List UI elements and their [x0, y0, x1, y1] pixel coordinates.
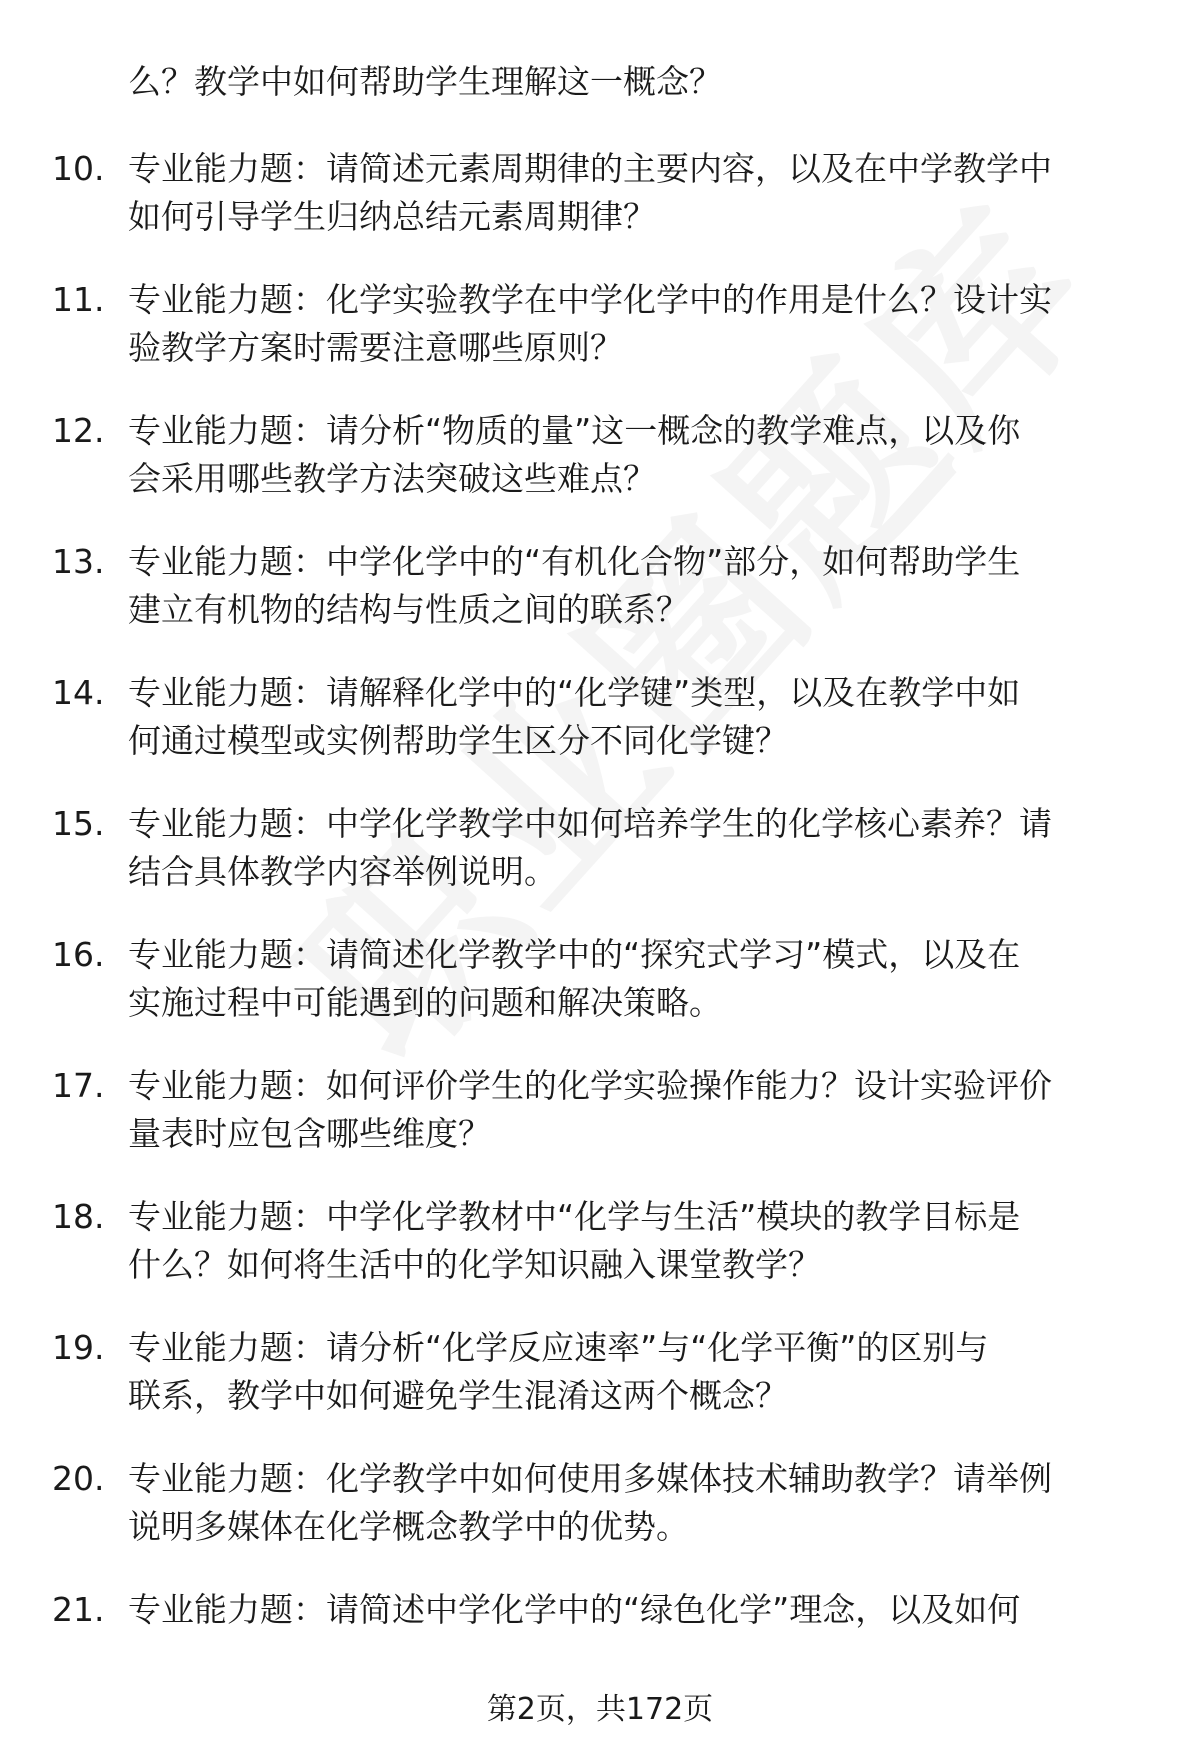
question-item [0, 1324, 1200, 1455]
question-line: 专业能力题：中学化学中的“有机化合物”部分，如何帮助学生 [128, 542, 1021, 581]
question-text [128, 1324, 1143, 1420]
question-number: 16. [52, 935, 105, 974]
question-number: 19. [52, 1328, 105, 1367]
question-line: 验教学方案时需要注意哪些原则？ [128, 328, 623, 367]
question-item [0, 538, 1200, 669]
question-item [0, 145, 1200, 276]
question-line: 什么？如何将生活中的化学知识融入课堂教学？ [128, 1245, 821, 1284]
question-item [0, 1062, 1200, 1193]
question-line: 联系，教学中如何避免学生混淆这两个概念？ [128, 1376, 788, 1415]
question-number: 12. [52, 411, 105, 450]
question-item [0, 669, 1200, 800]
question-line: 何通过模型或实例帮助学生区分不同化学键？ [128, 721, 788, 760]
question-line: 量表时应包含哪些维度？ [128, 1114, 491, 1153]
question-text [128, 1586, 1143, 1634]
question-number: 14. [52, 673, 105, 712]
question-number: 21. [52, 1590, 105, 1629]
question-line: 建立有机物的结构与性质之间的联系？ [128, 590, 689, 629]
question-line: 专业能力题：请简述化学教学中的“探究式学习”模式，以及在 [128, 935, 1021, 974]
question-item [0, 800, 1200, 931]
question-line: 专业能力题：如何评价学生的化学实验操作能力？设计实验评价 [128, 1066, 1052, 1105]
page-footer: 第2页，共172页 [486, 1692, 714, 1727]
question-line: 专业能力题：请简述中学化学中的“绿色化学”理念，以及如何 [128, 1590, 1021, 1629]
question-text [128, 669, 1143, 765]
question-text [128, 1455, 1143, 1551]
question-line: 说明多媒体在化学概念教学中的优势。 [128, 1507, 689, 1546]
question-line: 专业能力题：化学教学中如何使用多媒体技术辅助教学？请举例 [128, 1459, 1052, 1498]
question-text [128, 145, 1143, 241]
question-item [0, 1193, 1200, 1324]
question-text [128, 538, 1143, 634]
question-number: 20. [52, 1459, 105, 1498]
question-line: 如何引导学生归纳总结元素周期律？ [128, 197, 656, 236]
question-line: 专业能力题：请简述元素周期律的主要内容，以及在中学教学中 [128, 149, 1052, 188]
question-item [0, 931, 1200, 1062]
question-item [0, 276, 1200, 407]
question-line: 专业能力题：请分析“物质的量”这一概念的教学难点，以及你 [128, 411, 1021, 450]
question-line: 专业能力题：中学化学教学中如何培养学生的化学核心素养？请 [128, 804, 1052, 843]
question-line: 会采用哪些教学方法突破这些难点？ [128, 459, 656, 498]
question-line: 专业能力题：请分析“化学反应速率”与“化学平衡”的区别与 [128, 1328, 989, 1367]
question-line: 实施过程中可能遇到的问题和解决策略。 [128, 983, 722, 1022]
question-number: 11. [52, 280, 105, 319]
question-text [128, 800, 1143, 896]
question-text [128, 407, 1143, 503]
question-list [0, 145, 1200, 1717]
question-line: 专业能力题：请解释化学中的“化学键”类型，以及在教学中如 [128, 673, 1021, 712]
question-text [128, 1193, 1143, 1289]
question-line: 专业能力题：中学化学教材中“化学与生活”模块的教学目标是 [128, 1197, 1021, 1236]
question-number: 15. [52, 804, 105, 843]
question-item [0, 1455, 1200, 1586]
question-number: 17. [52, 1066, 105, 1105]
question-text [128, 276, 1143, 372]
continued-text: 么？教学中如何帮助学生理解这一概念？ [128, 62, 722, 101]
question-item [0, 407, 1200, 538]
question-text [128, 931, 1143, 1027]
question-number: 10. [52, 149, 105, 188]
question-line: 结合具体教学内容举例说明。 [128, 852, 557, 891]
question-line: 专业能力题：化学实验教学在中学化学中的作用是什么？设计实 [128, 280, 1052, 319]
question-number: 13. [52, 542, 105, 581]
question-text [128, 1062, 1143, 1158]
question-number: 18. [52, 1197, 105, 1236]
